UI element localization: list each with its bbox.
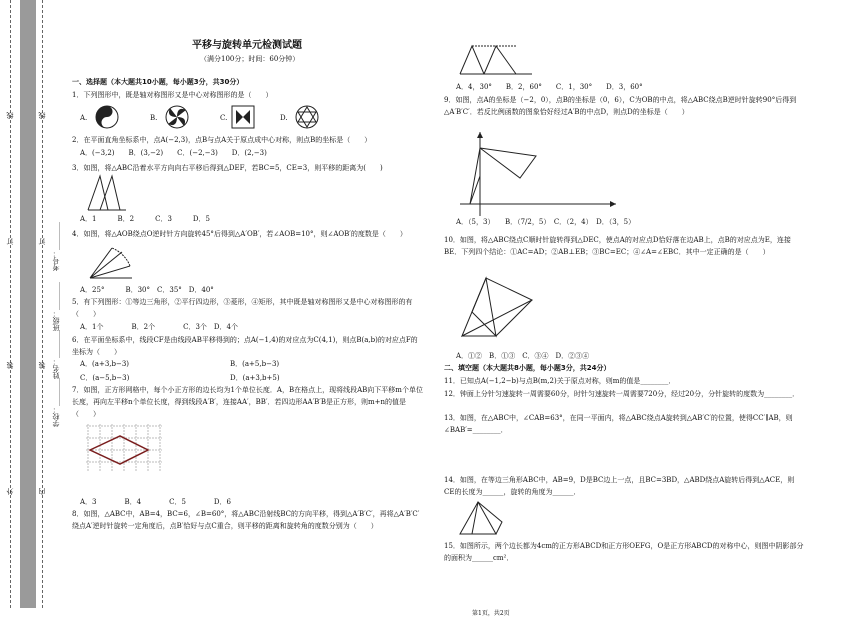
outer-label-wai: 外: [6, 488, 14, 495]
question-7-options: A．3 B．4 C．5 D．6: [80, 498, 231, 506]
q1-option-b-label: B.: [150, 114, 158, 122]
binding-outer-strip: [0, 0, 20, 608]
question-3-options: A．1 B．2 C．3 D．5: [80, 215, 210, 223]
question-5-options: A．1个 B．2个 C．3个 D．4个: [80, 323, 238, 331]
question-12: 12．钟面上分针匀速旋转一周需要60分，时针匀速旋转一周需要720分，经过20分，分针旋转的度数为________．: [444, 390, 800, 398]
question-4: 4．如图，将△AOB绕点O逆时针方向旋转45°后得到△A′OB′，若∠AOB=10°，则∠AOB′的度数是（ ）: [72, 230, 407, 238]
q6-option-b: B．(a+5,b−3): [230, 360, 280, 368]
question-7: 7．如图，正方形网格中，每个小正方形的边长均为1个单位长度．A，B在格点上，现将线段AB向下平移m个单位长度，再向左平移n个单位长度，得到线段A′B′，连接AA′，BB′．若四边形AA′B′B是正方形，则m+n的值是（ ）: [72, 386, 423, 418]
question-6: 6．在平面坐标系中，线段CF是由线段AB平移得到的；点A(−1,4)的对应点为C(4,1)，则点B(a,b)的对应点F的坐标为（ ）: [72, 336, 418, 356]
inner-label-xian: 线: [38, 112, 46, 119]
section-fill-heading: 二、填空题（本大题共8小题，每小题3分，共24分）: [444, 364, 611, 372]
question-4-figure: [86, 244, 138, 284]
field-xingming[interactable]: 姓名：________: [52, 330, 60, 379]
inner-label-nei: 内: [38, 488, 46, 495]
question-15: 15．如图所示，两个边长都为4cm的正方形ABCD和正方形OEFG，O是正方形ABCD的对称中心，则图中阴影部分的面积为______cm²．: [444, 542, 804, 562]
inner-cut-line: [42, 0, 43, 608]
exam-page: [72, 30, 852, 617]
q1-option-b-figure: [164, 104, 190, 130]
q6-option-d: D．(a+3,b+5): [230, 374, 280, 382]
outer-label-ding: 订: [6, 238, 14, 245]
question-10-options: A．①② B．①③ C．③④ D．②③④: [456, 352, 590, 360]
q1-option-d-figure: [294, 104, 320, 130]
question-3: 3．如图，将△ABC沿着水平方向向右平移后得到△DEF，若BC=5，CE=3，则平移的距离为( ): [72, 164, 383, 172]
question-3-figure: [86, 172, 146, 214]
q1-option-c-label: C.: [220, 114, 228, 122]
question-2: 2．在平面直角坐标系中，点A(−2,3)，点B与点A关于原点成中心对称，则点B的坐标是（ ）: [72, 136, 372, 144]
question-5: 5．有下列图形：①等边三角形，②平行四边形，③菱形，④矩形，其中既是轴对称图形又是中心对称图形的有（ ）: [72, 298, 413, 318]
question-14-figure: [456, 500, 516, 538]
question-7-figure: [84, 422, 164, 474]
outer-label-xian: 线: [6, 112, 14, 119]
question-11: 11．已知点A(−1,2−b)与点B(m,2)关于原点对称，则m的值是________．: [444, 377, 676, 385]
question-8-figure: [456, 42, 536, 78]
binding-inner-strip: [36, 0, 66, 608]
question-1-options: [80, 104, 420, 132]
q1-option-c-figure: [230, 104, 256, 130]
question-9-options: A．（5，3） B．（7/2，5） C．（2，4） D．（3，5）: [456, 218, 636, 226]
question-13: 13．如图，在△ABC中，∠CAB=63°，在同一平面内，将△ABC绕点A旋转到△AB′C′的位置，使得CC′∥AB，则∠BAB′=________．: [444, 414, 793, 434]
question-10-figure: [456, 274, 546, 344]
inner-label-ding: 订: [38, 238, 46, 245]
outer-label-zhuang: 装: [6, 362, 14, 369]
question-2-options: A．(−3,2) B．(3,−2) C．(−2,−3) D．(2,−3): [80, 149, 267, 157]
binding-gray-band: [20, 0, 36, 608]
field-banji[interactable]: 班级：________: [52, 282, 60, 331]
exam-title: 平移与旋转单元检测试题: [192, 40, 302, 51]
question-8-options: A．4，30° B．2，60° C．1，30° D．3，60°: [456, 83, 643, 91]
question-9: 9．如图，点A的坐标是（−2，0），点B的坐标是（0，6），C为OB的中点，将△ABC绕点B逆时针旋转90°后得到△A′B′C′．若反比例函数的图象恰好经过A′B的中点D，则点D的坐标是（ ）: [444, 96, 797, 116]
inner-label-zhuang: 装: [38, 362, 46, 369]
outer-cut-line: [10, 0, 11, 608]
q1-option-a-label: A.: [80, 114, 88, 122]
field-xuexiao[interactable]: 学校：________: [52, 378, 60, 427]
question-8: 8．如图，△ABC中，AB=4，BC=6，∠B=60°，将△ABC沿射线BC的方向平移，得到△A′B′C′，再将△A′B′C′绕点A′逆时针旋转一定角度后，点B′恰好与点C重合，则平移的距离和旋转角的度数分别为（ ）: [72, 510, 420, 530]
question-4-options: A．25° B．30° C．35° D．40°: [80, 286, 214, 294]
field-kaohao[interactable]: 考号：________: [52, 222, 60, 271]
q1-option-a-figure: [94, 104, 120, 130]
page-footer: 第1页，共2页: [472, 610, 510, 617]
q6-option-c: C．(a−5,b−3): [80, 374, 130, 382]
exam-subtitle: （满分100分；时间：60分钟）: [200, 55, 300, 63]
question-1: 1．下列图形中，既是轴对称图形又是中心对称图形的是（ ）: [72, 91, 273, 99]
q6-option-a: A．(a+3,b−3): [80, 360, 130, 368]
question-9-figure: [456, 128, 622, 220]
question-14: 14．如图，在等边三角形ABC中，AB=9，D是BC边上一点，且BC=3BD，△ABD绕点A旋转后得到△ACE，则CE的长度为______，旋转的角度为______．: [444, 476, 795, 496]
question-10: 10．如图，将△ABC绕点C顺时针旋转得到△DEC，使点A的对应点D恰好落在边AB上，点B的对应点为E，连接BE．下列四个结论：①AC=AD；②AB⊥EB；③BC=EC；④∠A=∠EBC．其中一定正确的是（ ）: [444, 236, 791, 256]
section-choice-heading: 一、选择题（本大题共10小题，每小题3分，共30分）: [72, 78, 244, 86]
q1-option-d-label: D.: [280, 114, 288, 122]
